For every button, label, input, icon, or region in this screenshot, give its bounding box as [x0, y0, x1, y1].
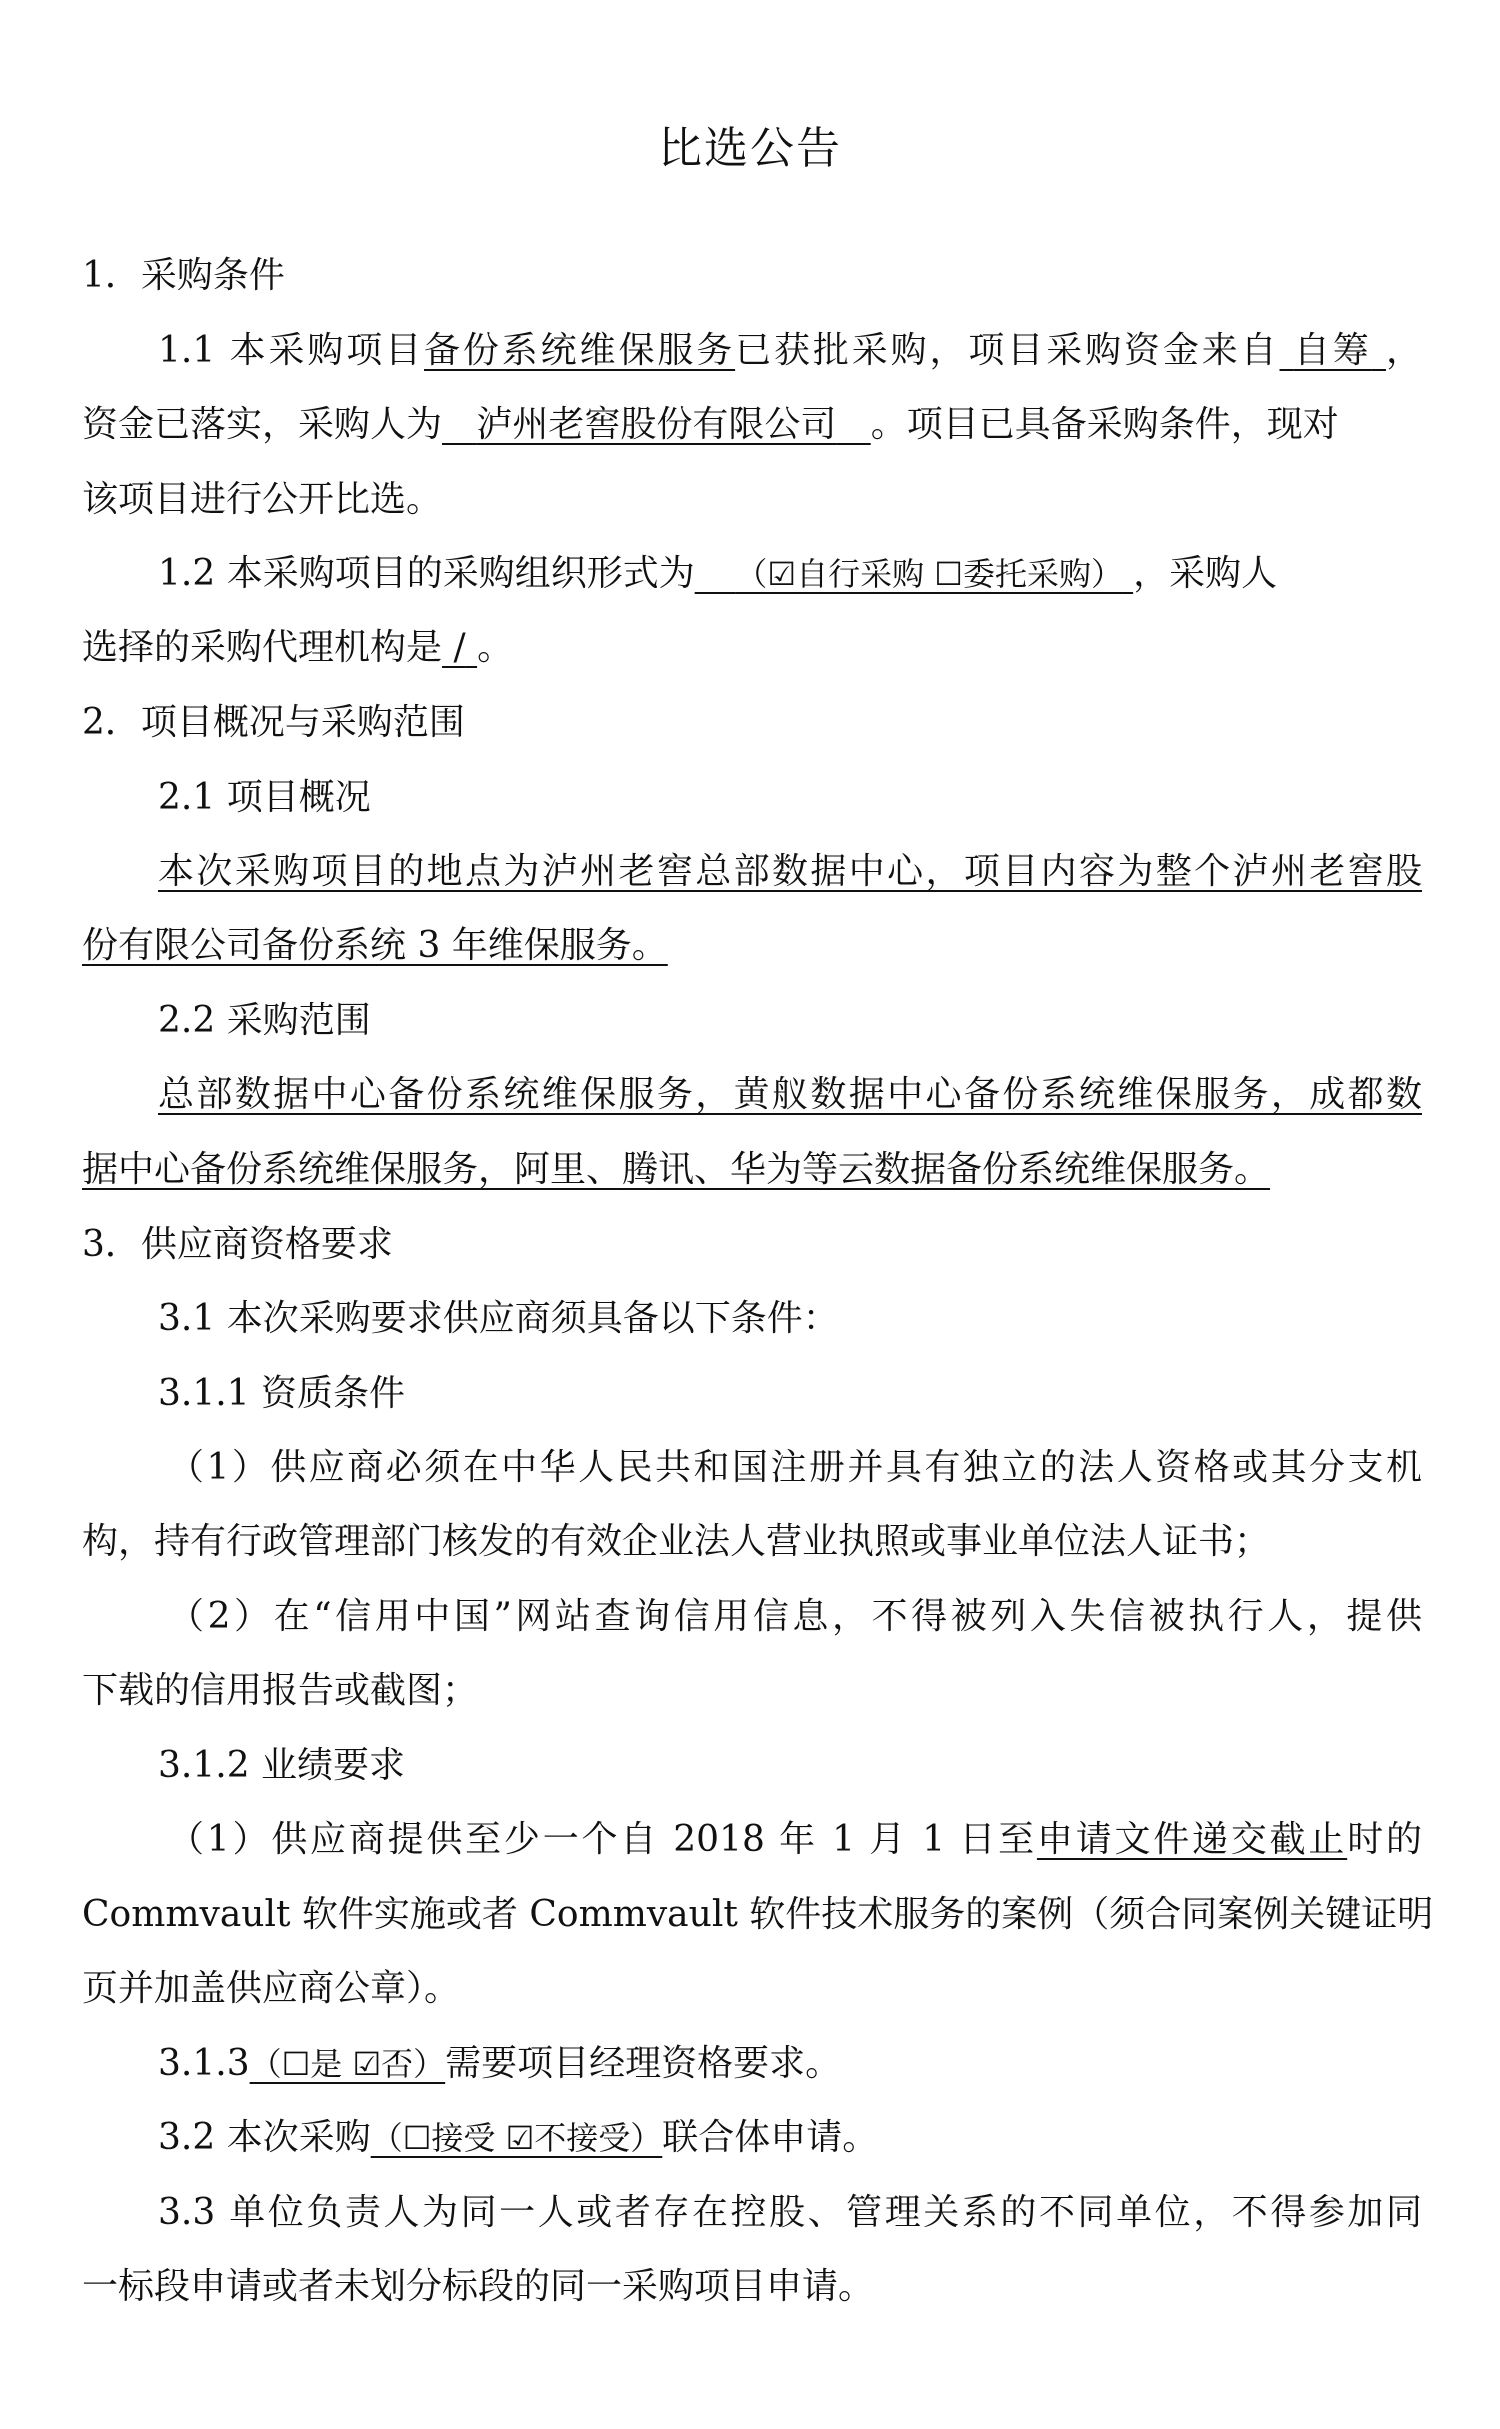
- clause-3-1-1: 3.1.1 资质条件: [158, 1373, 406, 1414]
- text: 需要项目经理资格要求。: [445, 2043, 842, 2084]
- consortium-choice: （☐接受 ☑不接受）: [370, 2119, 663, 2157]
- section-1-heading: 1．采购条件: [82, 255, 285, 296]
- text: 1.2 本采购项目的采购组织形式为: [158, 553, 695, 594]
- performance-line-3: 页并加盖供应商公章）。: [82, 1968, 461, 2009]
- qualification-2-line-2: 下载的信用报告或截图；: [82, 1670, 479, 1711]
- clause-3-3-line-1: 3.3 单位负责人为同一人或者存在控股、管理关系的不同单位，不得参加同: [158, 2192, 1422, 2233]
- deadline-text: 申请文件递交截止: [1036, 1819, 1348, 1860]
- subsection-2-2: 2.2 采购范围: [158, 1000, 371, 1041]
- performance-line-2: Commvault 软件实施或者 Commvault 软件技术服务的案例（须合同案例关键证明: [82, 1894, 1434, 1935]
- scope-text: 总部数据中心备份系统维保服务，黄舣数据中心备份系统维保服务，成都数: [158, 1074, 1422, 1115]
- overview-text: 本次采购项目的地点为泸州老窖总部数据中心，项目内容为整个泸州老窖股: [158, 851, 1422, 892]
- section-2-heading: 2．项目概况与采购范围: [82, 702, 465, 743]
- text: 1.1 本采购项目: [158, 330, 425, 371]
- page-title: 比选公告: [658, 123, 842, 174]
- performance-line-1: [168, 1816, 1422, 1864]
- clause-3-1-3: [158, 2040, 1422, 2088]
- qualification-1-line-2: 构，持有行政管理部门核发的有效企业法人营业执照或事业单位法人证书；: [82, 1521, 1271, 1562]
- text: 时的: [1347, 1819, 1422, 1860]
- subsection-2-1: 2.1 项目概况: [158, 777, 371, 818]
- fund-source: [1280, 330, 1386, 371]
- scope-line-1: [158, 1071, 1422, 1119]
- paragraph-1-2-line-2: [82, 624, 1422, 672]
- pm-requirement-choice: （☐是 ☑否）: [249, 2045, 446, 2083]
- text: 。项目已具备采购条件，现对: [870, 404, 1339, 445]
- organization-form: [695, 555, 1133, 593]
- text: ，: [1385, 330, 1422, 371]
- project-name: 备份系统维保服务: [424, 330, 736, 371]
- fund-source-value: 自筹: [1293, 330, 1372, 371]
- agency-value: /: [453, 627, 466, 668]
- paragraph-1-1-line-3: 该项目进行公开比选。: [82, 479, 443, 520]
- paragraph-1-1-line-1: [158, 327, 1422, 375]
- scope-text: 据中心备份系统维保服务，阿里、腾讯、华为等云数据备份系统维保服务。: [82, 1149, 1271, 1190]
- overview-line-1: [158, 848, 1422, 896]
- text: 。: [477, 627, 514, 668]
- text: ，采购人: [1133, 553, 1278, 594]
- text: 选择的采购代理机构是: [82, 627, 443, 668]
- overview-text: 份有限公司备份系统 3 年维保服务。: [82, 925, 668, 966]
- text: 3.2 本次采购: [158, 2117, 371, 2158]
- text: 已获批采购，项目采购资金来自: [735, 330, 1280, 371]
- agency-name: [442, 627, 477, 668]
- organization-form-value: （☑自行采购 ☐委托采购）: [735, 555, 1123, 593]
- purchaser-value: 泸州老窖股份有限公司: [476, 404, 837, 445]
- clause-3-2: [158, 2114, 1422, 2162]
- text: 资金已落实，采购人为: [82, 404, 443, 445]
- text: （1）供应商提供至少一个自 2018 年 1 月 1 日至: [168, 1819, 1037, 1860]
- text: 联合体申请。: [662, 2117, 879, 2158]
- clause-3-1-2: 3.1.2 业绩要求: [158, 1745, 406, 1786]
- overview-line-2: [82, 922, 1422, 970]
- clause-3-3-line-2: 一标段申请或者未划分标段的同一采购项目申请。: [82, 2266, 875, 2307]
- purchaser-name: [442, 404, 871, 445]
- paragraph-1-2-line-1: [158, 550, 1422, 598]
- paragraph-1-1-line-2: [82, 401, 1422, 449]
- scope-line-2: [82, 1146, 1422, 1194]
- section-3-heading: 3．供应商资格要求: [82, 1224, 393, 1265]
- qualification-1-line-1: （1）供应商必须在中华人民共和国注册并具有独立的法人资格或其分支机: [168, 1447, 1422, 1488]
- clause-3-1: 3.1 本次采购要求供应商须具备以下条件：: [158, 1298, 839, 1339]
- text: 3.1.3: [158, 2043, 250, 2084]
- qualification-2-line-1: （2）在“信用中国”网站查询信用信息，不得被列入失信被执行人，提供: [168, 1596, 1422, 1637]
